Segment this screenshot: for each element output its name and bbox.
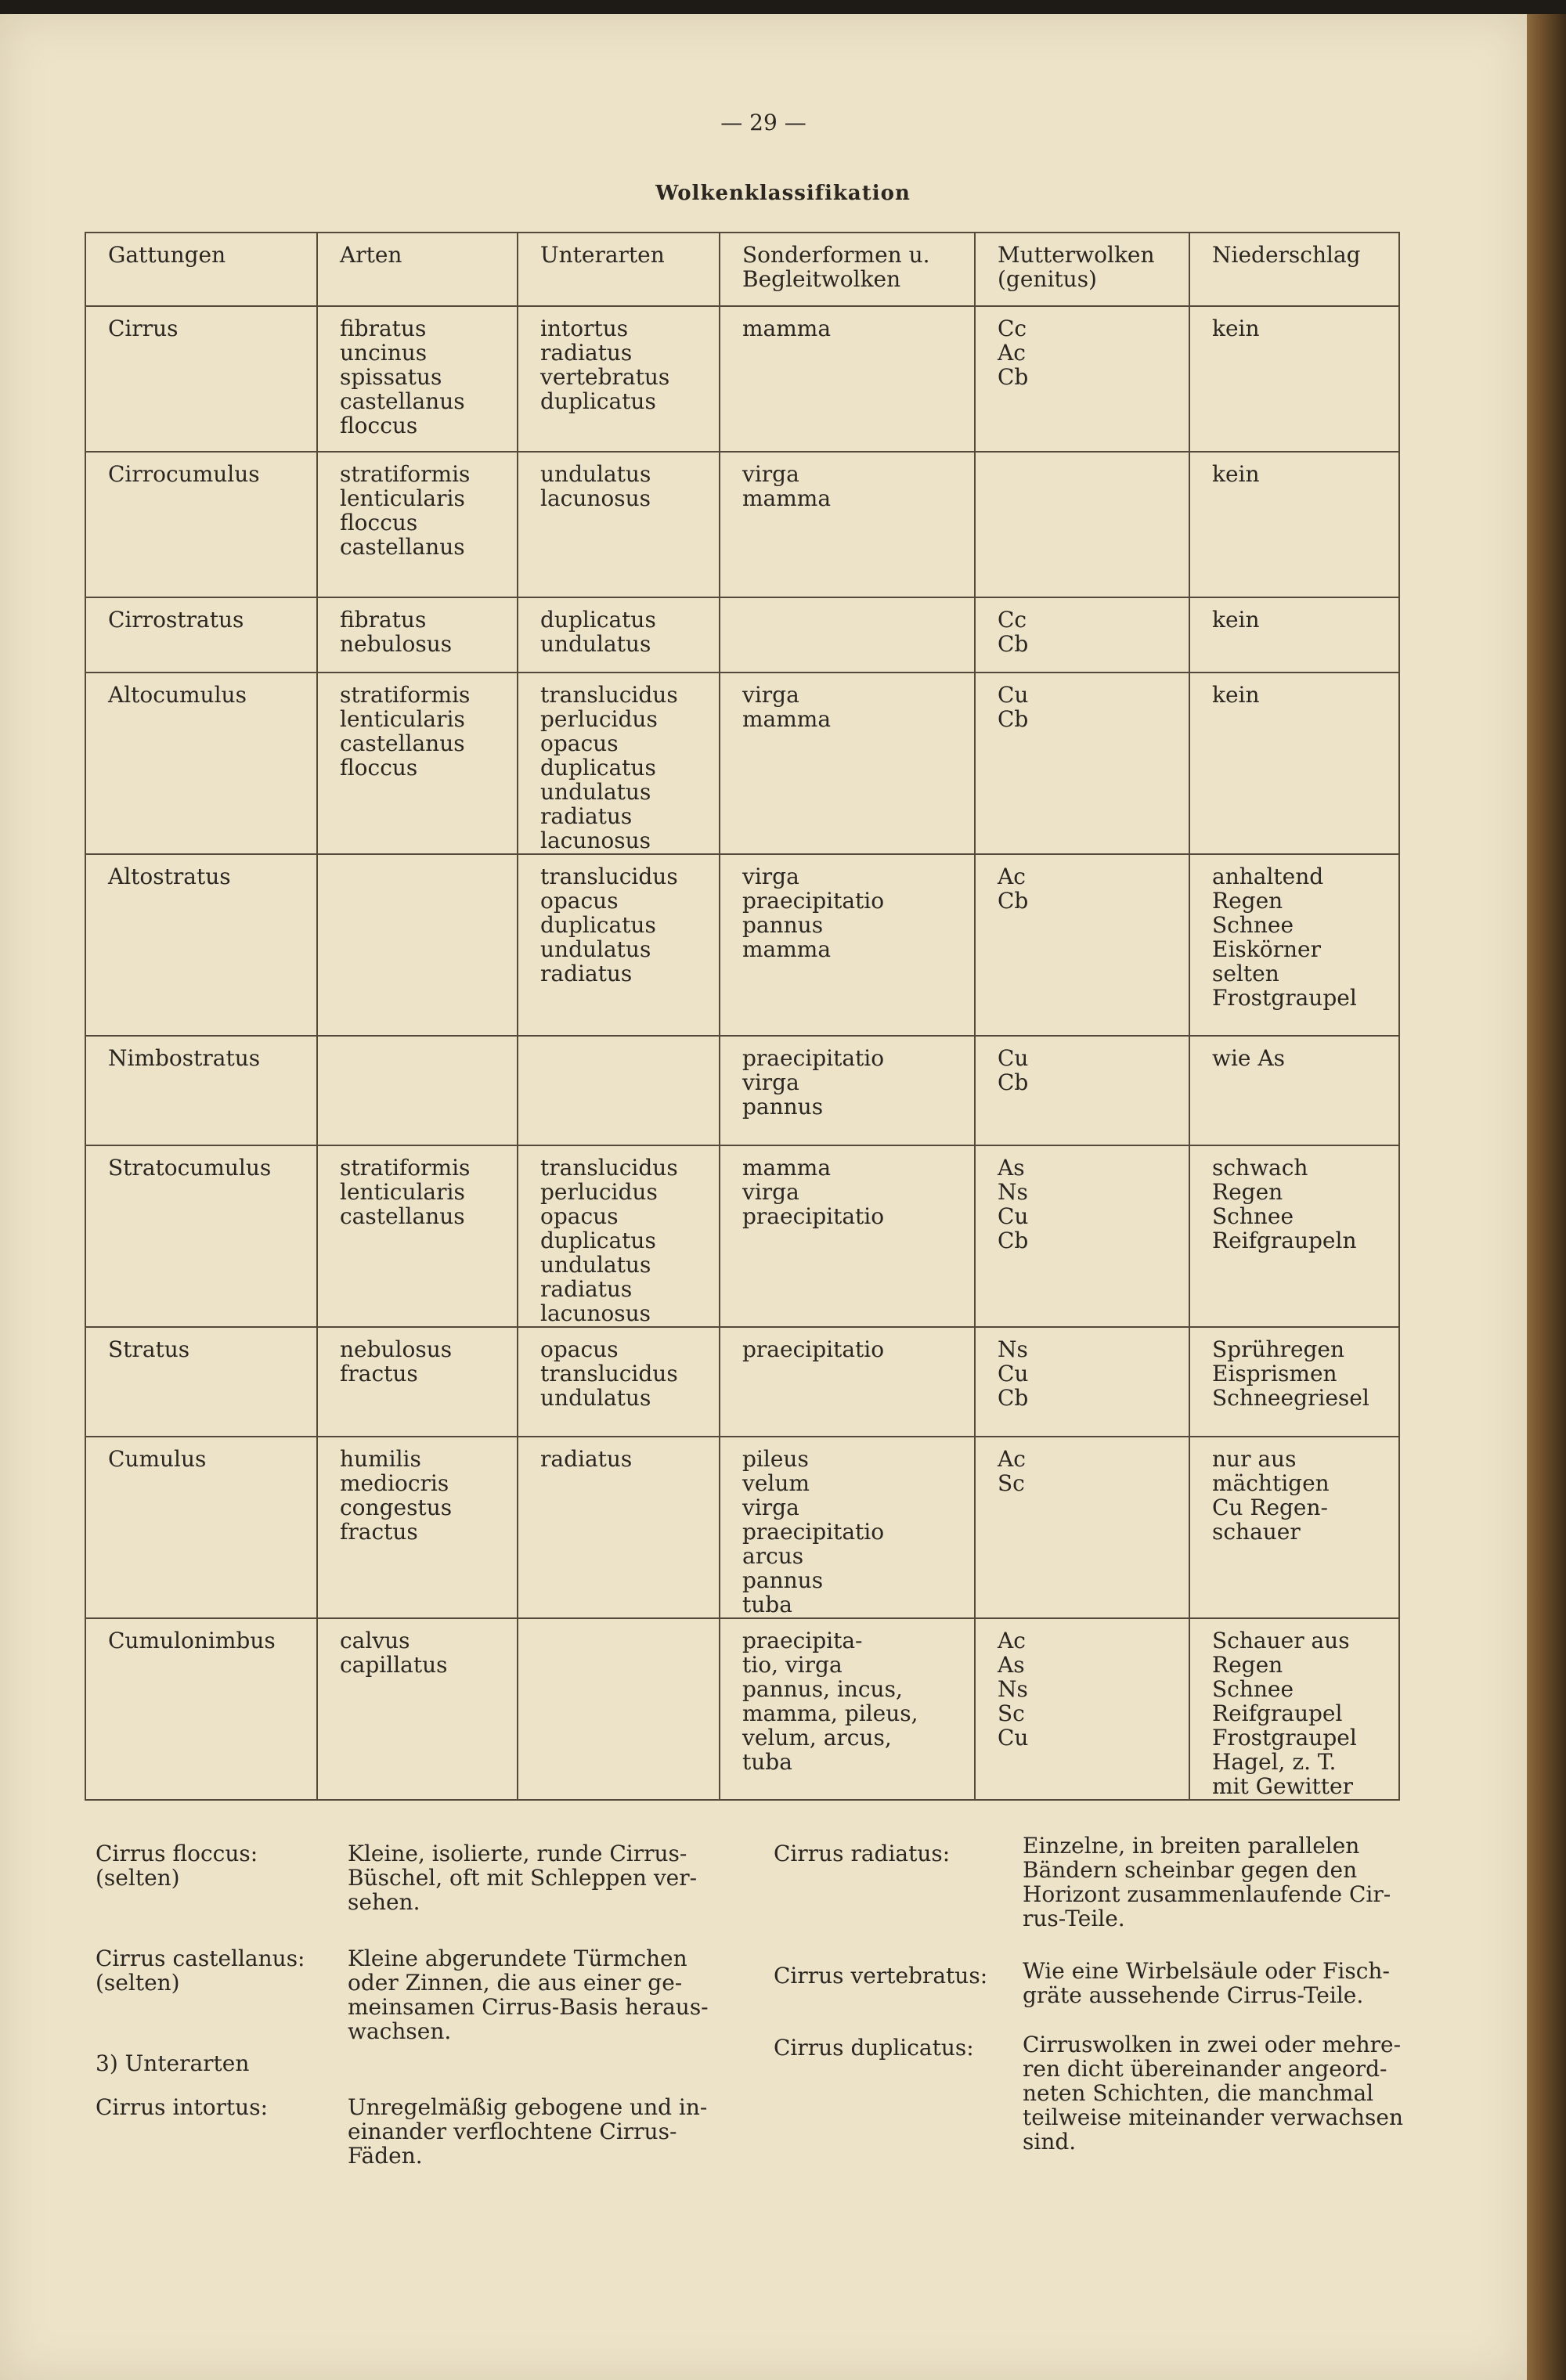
cell-sonderformen: virga praecipitatio pannus mamma xyxy=(720,854,975,1036)
cell-niederschlag: kein xyxy=(1189,673,1399,854)
cell-arten: fibratus nebulosus xyxy=(317,597,518,673)
cloud-classification-table xyxy=(85,232,1400,1801)
cell-sonderformen: praecipitatio xyxy=(720,1327,975,1437)
header-gattungen: Gattungen xyxy=(85,233,317,306)
section-heading: 3) Unterarten xyxy=(96,2050,250,2076)
page-edge xyxy=(1527,14,1566,2380)
cell-unterarten: duplicatus undulatus xyxy=(518,597,720,673)
table-row xyxy=(85,1618,1399,1800)
cell-unterarten: translucidus perlucidus opacus duplicatus undulatus radiatus lacunosus xyxy=(518,673,720,854)
cell-unterarten xyxy=(518,1618,720,1800)
cell-unterarten: translucidus opacus duplicatus undulatus radiatus xyxy=(518,854,720,1036)
cell-mutterwolken: As Ns Cu Cb xyxy=(975,1145,1189,1327)
cell-niederschlag: schwach Regen Schnee Reifgraupeln xyxy=(1189,1145,1399,1327)
note-term: Cirrus duplicatus: xyxy=(774,2035,974,2061)
table-row xyxy=(85,673,1399,854)
note-term: Cirrus radiatus: xyxy=(774,1841,951,1866)
cell-niederschlag: anhaltend Regen Schnee Eiskörner selten Frostgraupel xyxy=(1189,854,1399,1036)
cell-unterarten xyxy=(518,1036,720,1145)
table-row xyxy=(85,854,1399,1036)
cell-unterarten: undulatus lacunosus xyxy=(518,452,720,597)
cell-arten xyxy=(317,1036,518,1145)
cell-gattung: Cirrostratus xyxy=(85,597,317,673)
cell-mutterwolken xyxy=(975,452,1189,597)
cell-mutterwolken: Ns Cu Cb xyxy=(975,1327,1189,1437)
header-sonderformen: Sonderformen u. Begleitwolken xyxy=(720,233,975,306)
cell-sonderformen: praecipitatio virga pannus xyxy=(720,1036,975,1145)
cell-arten: calvus capillatus xyxy=(317,1618,518,1800)
cell-mutterwolken: Ac Sc xyxy=(975,1437,1189,1618)
cell-niederschlag: nur aus mächtigen Cu Regen- schauer xyxy=(1189,1437,1399,1618)
header-niederschlag: Niederschlag xyxy=(1189,233,1399,306)
page-title: Wolkenklassifikation xyxy=(655,182,911,205)
note-term: Cirrus vertebratus: xyxy=(774,1963,988,1989)
cell-gattung: Cumulonimbus xyxy=(85,1618,317,1800)
header-arten: Arten xyxy=(317,233,518,306)
cell-sonderformen: virga mamma xyxy=(720,452,975,597)
cell-gattung: Altocumulus xyxy=(85,673,317,854)
header-unterarten: Unterarten xyxy=(518,233,720,306)
note-description: Einzelne, in breiten parallelen Bändern scheinbar gegen den Horizont zusammenlaufende Cir- rus-Teile. xyxy=(1023,1833,1391,1931)
cell-niederschlag: wie As xyxy=(1189,1036,1399,1145)
table-row xyxy=(85,1145,1399,1327)
table-row xyxy=(85,306,1399,452)
table-row xyxy=(85,452,1399,597)
cell-sonderformen xyxy=(720,597,975,673)
note-term: Cirrus castellanus: (selten) xyxy=(96,1945,305,1996)
cell-arten: stratiformis lenticularis floccus castellanus xyxy=(317,452,518,597)
cell-sonderformen: pileus velum virga praecipitatio arcus pannus tuba xyxy=(720,1437,975,1618)
cell-sonderformen: mamma virga praecipitatio xyxy=(720,1145,975,1327)
note-description: Kleine, isolierte, runde Cirrus- Büschel, oft mit Schleppen ver- sehen. xyxy=(348,1841,698,1915)
cell-sonderformen: mamma xyxy=(720,306,975,452)
cell-arten: stratiformis lenticularis castellanus xyxy=(317,1145,518,1327)
cell-arten: stratiformis lenticularis castellanus floccus xyxy=(317,673,518,854)
note-term: Cirrus floccus: (selten) xyxy=(96,1841,258,1891)
cell-mutterwolken: Ac As Ns Sc Cu xyxy=(975,1618,1189,1800)
header-mutterwolken: Mutterwolken (genitus) xyxy=(975,233,1189,306)
cell-unterarten: opacus translucidus undulatus xyxy=(518,1327,720,1437)
cell-niederschlag: kein xyxy=(1189,306,1399,452)
cell-mutterwolken: Cu Cb xyxy=(975,673,1189,854)
cell-arten xyxy=(317,854,518,1036)
table-row xyxy=(85,597,1399,673)
cell-gattung: Cumulus xyxy=(85,1437,317,1618)
cell-gattung: Altostratus xyxy=(85,854,317,1036)
cell-gattung: Cirrocumulus xyxy=(85,452,317,597)
cell-niederschlag: Sprühregen Eisprismen Schneegriesel xyxy=(1189,1327,1399,1437)
note-term: Cirrus intortus: xyxy=(96,2094,269,2120)
cell-gattung: Stratus xyxy=(85,1327,317,1437)
table-row xyxy=(85,1437,1399,1618)
cell-mutterwolken: Cc Cb xyxy=(975,597,1189,673)
cell-arten: fibratus uncinus spissatus castellanus floccus xyxy=(317,306,518,452)
cell-mutterwolken: Cu Cb xyxy=(975,1036,1189,1145)
note-description: Unregelmäßig gebogene und in- einander verflochtene Cirrus- Fäden. xyxy=(348,2094,708,2169)
cell-gattung: Nimbostratus xyxy=(85,1036,317,1145)
table-header-row xyxy=(85,233,1399,306)
cell-unterarten: translucidus perlucidus opacus duplicatus undulatus radiatus lacunosus xyxy=(518,1145,720,1327)
cell-unterarten: radiatus xyxy=(518,1437,720,1618)
cell-sonderformen: praecipita- tio, virga pannus, incus, mamma, pileus, velum, arcus, tuba xyxy=(720,1618,975,1800)
page-number: — 29 — xyxy=(720,110,806,135)
cell-gattung: Stratocumulus xyxy=(85,1145,317,1327)
cell-arten: nebulosus fractus xyxy=(317,1327,518,1437)
cell-sonderformen: virga mamma xyxy=(720,673,975,854)
cell-mutterwolken: Cc Ac Cb xyxy=(975,306,1189,452)
cell-niederschlag: Schauer aus Regen Schnee Reifgraupel Frostgraupel Hagel, z. T. mit Gewitter xyxy=(1189,1618,1399,1800)
note-description: Cirruswolken in zwei oder mehre- ren dicht übereinander angeord- neten Schichten, die manchmal teilweise miteinander verwachsen sind. xyxy=(1023,2032,1404,2155)
cell-niederschlag: kein xyxy=(1189,452,1399,597)
note-description: Wie eine Wirbelsäule oder Fisch- gräte aussehende Cirrus-Teile. xyxy=(1023,1958,1390,2008)
cell-unterarten: intortus radiatus vertebratus duplicatus xyxy=(518,306,720,452)
cell-gattung: Cirrus xyxy=(85,306,317,452)
note-description: Kleine abgerundete Türmchen oder Zinnen, die aus einer ge- meinsamen Cirrus-Basis heraus- wachsen. xyxy=(348,1945,709,2044)
cell-arten: humilis mediocris congestus fractus xyxy=(317,1437,518,1618)
table-row xyxy=(85,1327,1399,1437)
cell-mutterwolken: Ac Cb xyxy=(975,854,1189,1036)
cell-niederschlag: kein xyxy=(1189,597,1399,673)
table-row xyxy=(85,1036,1399,1145)
